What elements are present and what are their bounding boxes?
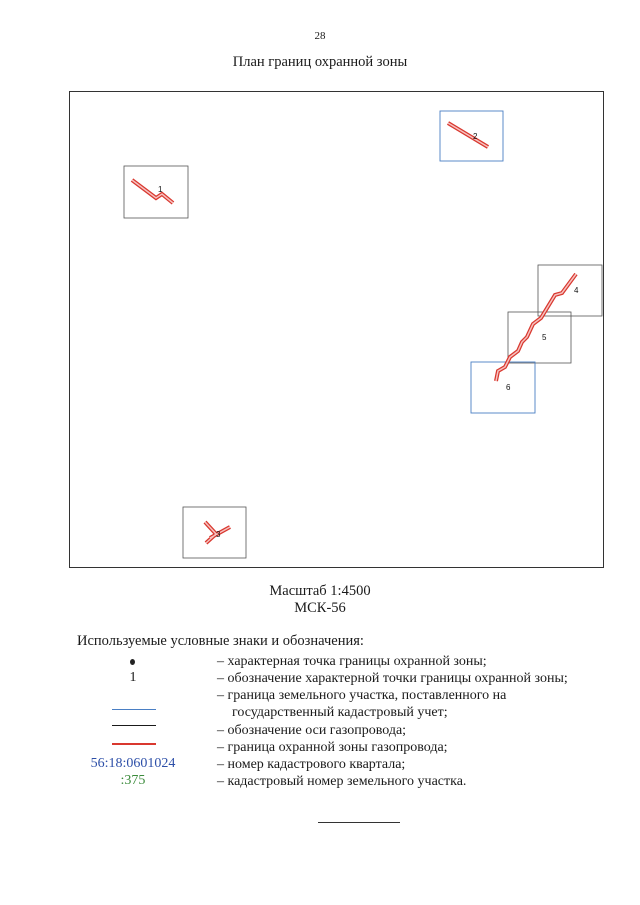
legend-row-pipeline-axis — [0, 722, 640, 740]
inset-box-1 — [124, 166, 188, 218]
legend-desc: – обозначение оси газопровода; — [217, 723, 407, 738]
point-label-2: 2 — [473, 132, 478, 141]
legend-desc: – кадастровый номер земельного участка. — [217, 774, 467, 789]
protection-zone-1 — [132, 180, 173, 203]
legend-row-cadastral-quarter — [0, 756, 640, 774]
legend-row-point — [0, 653, 640, 671]
pipeline-axis-line-icon — [112, 725, 156, 726]
page-number: 28 — [314, 30, 326, 42]
legend-desc: – характерная точка границы охранной зоны; — [217, 654, 487, 669]
legend-desc-continued: государственный кадастровый учет; — [232, 705, 448, 720]
document-title: План границ охранной зоны — [232, 54, 408, 70]
map-frame — [69, 91, 604, 568]
legend-desc: – граница охранной зоны газопровода; — [217, 740, 448, 755]
legend-desc: – номер кадастрового квартала; — [217, 757, 406, 772]
cadastral-quarter-sample: 56:18:0601024 — [90, 756, 176, 771]
boundary-plan-map — [70, 92, 605, 569]
point-label-5: 5 — [542, 333, 547, 342]
legend-symbol: 1 — [129, 670, 137, 685]
crs-text: МСК-56 — [294, 600, 346, 616]
legend-desc: – граница земельного участка, поставленного на — [217, 688, 507, 703]
legend-row-protection-zone — [0, 739, 640, 757]
point-label-1: 1 — [158, 185, 163, 194]
pipeline-axis-2 — [448, 123, 488, 147]
legend-heading: Используемые условные знаки и обозначения: — [77, 633, 364, 649]
legend-row-parcel-border — [0, 687, 640, 723]
protection-zone-line-icon — [112, 743, 156, 745]
legend-desc: – обозначение характерной точки границы охранной зоны; — [217, 671, 568, 686]
point-marker-icon — [130, 659, 135, 665]
point-label-3: 3 — [216, 530, 221, 539]
scale-block — [0, 583, 640, 617]
point-label-6: 6 — [506, 383, 511, 392]
legend-row-point-label — [0, 670, 640, 688]
parcel-number-sample: :375 — [120, 773, 146, 788]
scale-text: Масштаб 1:4500 — [269, 583, 371, 599]
legend-row-parcel-number — [0, 773, 640, 791]
footer-divider — [318, 822, 400, 823]
point-label-4: 4 — [574, 286, 579, 295]
parcel-border-line-icon — [112, 709, 156, 710]
